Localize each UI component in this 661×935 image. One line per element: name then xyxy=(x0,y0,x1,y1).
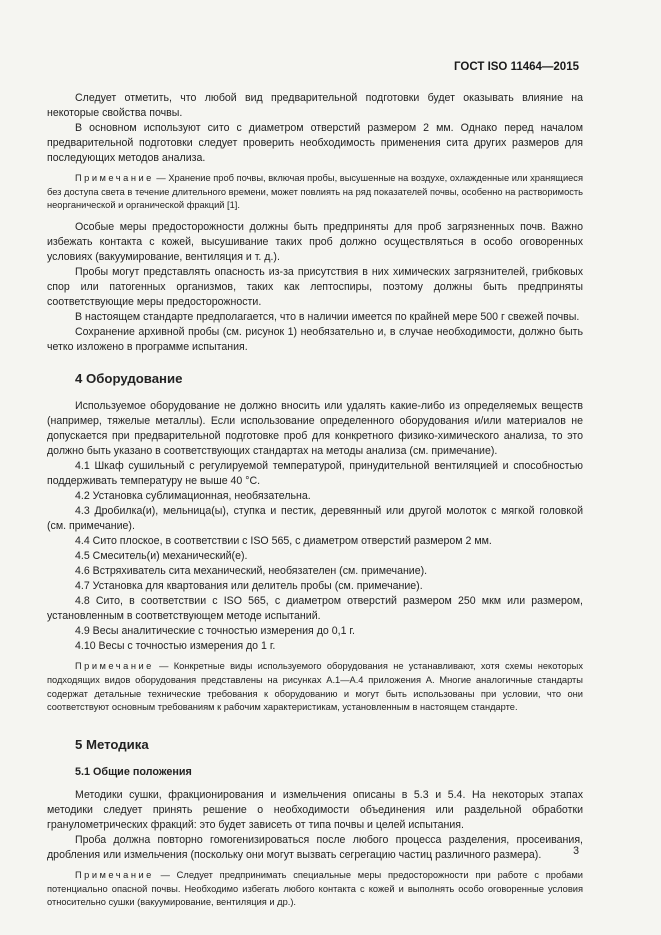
list-item: 4.8 Сито, в соответствии с ISO 565, с диаметром отверстий размером 250 мкм или размером, установленным в соответствующем методе испытаний. xyxy=(47,595,583,623)
note-label: Примечание xyxy=(75,661,154,672)
note xyxy=(47,172,583,213)
paragraph: Пробы могут представлять опасность из-за присутствия в них химических загрязнителей, грибковых спор или патогенных организмов, таких как лептоспиры, поэтому должны быть предприняты соответствующие меры предосторожности. xyxy=(47,266,583,309)
paragraph: Используемое оборудование не должно вносить или удалять какие-либо из определяемых веществ (например, тяжелые металлы). Если использование определенного оборудования и/или материалов не допускается при предварительной подготовке проб для конкретного физико-химического анализа, то это должно быть указано в соответствующих стандартах на методы анализа (см. примечание). xyxy=(47,400,583,458)
section-heading: 5 Методика xyxy=(75,736,149,752)
note xyxy=(47,660,583,715)
paragraph: В настоящем стандарте предполагается, что в наличии имеется по крайней мере 500 г свежей почвы. xyxy=(75,311,580,324)
list-item: 4.3 Дробилка(и), мельница(ы), ступка и пестик, деревянный или другой молоток с мягкой головкой (см. примечание). xyxy=(47,505,583,533)
note-label: Примечание xyxy=(75,173,154,183)
paragraph: В основном используют сито с диаметром отверстий размером 2 мм. Однако перед началом предварительной подготовки следует проверить необходимость применения сита других размеров для последующих методов анализа. xyxy=(47,122,583,164)
document-body xyxy=(47,91,583,917)
note-label: Примечание xyxy=(75,869,154,880)
paragraph: Следует отметить, что любой вид предварительной подготовки будет оказывать влияние на некоторые свойства почвы. xyxy=(47,92,583,119)
paragraph: Особые меры предосторожности должны быть предприняты для проб загрязненных почв. Важно избежать контакта с кожей, высушивание таких проб должно осуществляться в особо оговоренных условиях (вакуумирование, вентиляция и т. д.). xyxy=(47,221,583,264)
list-item: 4.1 Шкаф сушильный с регулируемой температурой, принудительной вентиляцией и способностью поддерживать температуру не выше 40 °С. xyxy=(47,460,583,488)
list-item: 4.7 Установка для квартования или делитель пробы (см. примечание). xyxy=(75,580,423,593)
note-text: — Конкретные виды используемого оборудования не устанавливают, хотя схемы некоторых подходящих видов оборудования представлены на рисунках А.1—А.4 приложения А. Многие аналогичные стандарты содержат детальные технические требования к оборудованию и могут быть использованы при условии, что они соответствуют основным требованиям к рабочим характеристикам, установленным в настоящем стандарте. xyxy=(47,661,583,713)
section-heading: 4 Оборудование xyxy=(75,371,183,387)
list-item: 4.2 Установка сублимационная, необязательна. xyxy=(75,490,311,503)
document-code: ГОСТ ISO 11464—2015 xyxy=(454,61,579,73)
page-number: 3 xyxy=(573,845,579,857)
list-item: 4.5 Смеситель(и) механический(е). xyxy=(75,550,248,563)
paragraph: Сохранение архивной пробы (см. рисунок 1) необязательно и, в случае необходимости, должно быть четко изложено в программе испытания. xyxy=(47,326,583,354)
note-text: — Следует предпринимать специальные меры предосторожности при работе с пробами потенциально опасной почвы. Необходимо избегать любого контакта с кожей и выполнять особо оговоренные условия относительно сушки (вакуумирование, вентиляция и др.). xyxy=(47,869,583,908)
note-text: — Хранение проб почвы, включая пробы, высушенные на воздухе, охлажденные или хранящиеся без доступа света в течение длительного времени, может повлиять на ряд показателей почвы, особенно на растворимость неорганической и органической фракций [1]. xyxy=(47,173,583,211)
note xyxy=(47,869,583,910)
subsection-heading: 5.1 Общие положения xyxy=(75,765,192,778)
list-item: 4.4 Сито плоское, в соответствии с ISO 565, с диаметром отверстий размером 2 мм. xyxy=(75,535,492,548)
list-item: 4.9 Весы аналитические с точностью измерения до 0,1 г. xyxy=(75,625,355,638)
list-item: 4.10 Весы с точностью измерения до 1 г. xyxy=(75,640,276,653)
paragraph: Методики сушки, фракционирования и измельчения описаны в 5.3 и 5.4. На некоторых этапах методики следует принять решение о необходимости объединения или раздельной обработки гранулометрических фракций: это будет зависеть от типа почвы и целей испытания. xyxy=(47,788,583,831)
paragraph: Проба должна повторно гомогенизироваться после любого процесса разделения, просеивания, дробления или измельчения (поскольку они могут вызвать сегрегацию частиц различного размера). xyxy=(47,833,583,861)
list-item: 4.6 Встряхиватель сита механический, необязателен (см. примечание). xyxy=(75,565,428,578)
